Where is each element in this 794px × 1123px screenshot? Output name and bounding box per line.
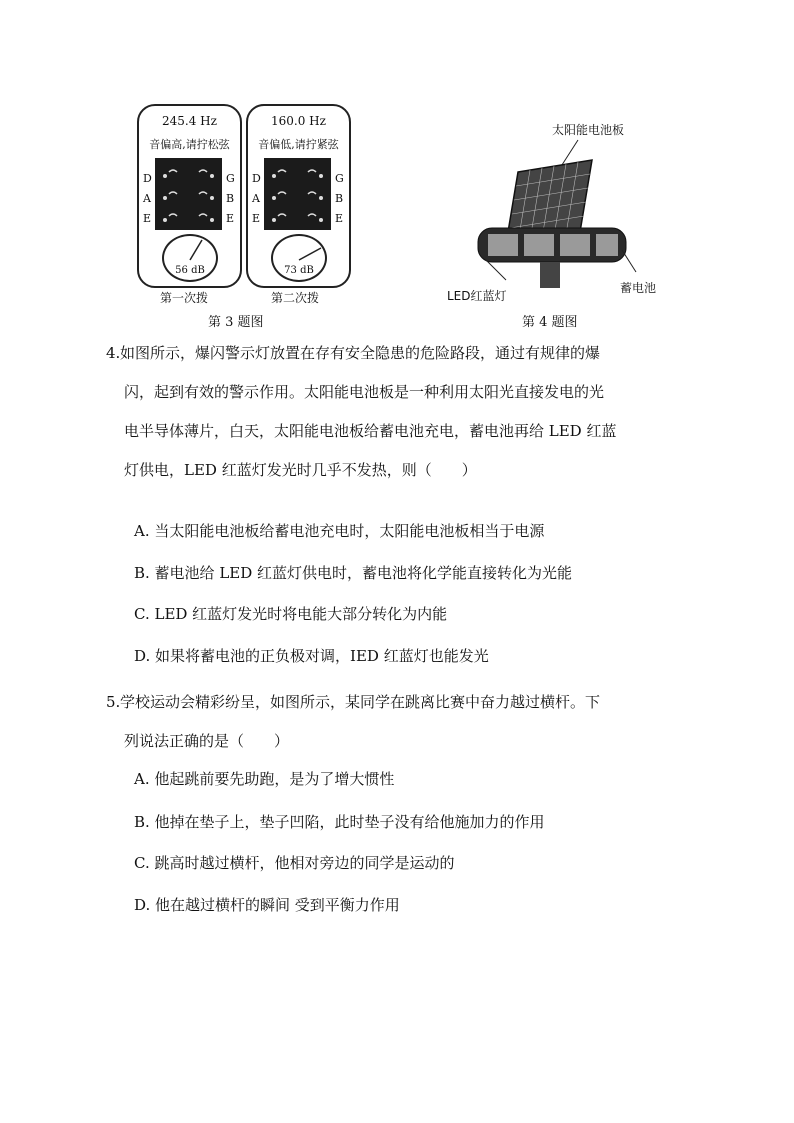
question-4 <box>106 334 680 490</box>
solar-panel-label: 太阳能电池板 <box>552 123 625 137</box>
option-b: B. 蓄电池给 LED 红蓝灯供电时，蓄电池将化学能直接转化为光能 <box>134 564 573 582</box>
question-text: 学校运动会精彩纷呈，如图所示，某同学在跳离比赛中奋力越过横杆。下 <box>120 693 601 711</box>
peg-label: E <box>143 212 152 225</box>
tuning-pegs-icon <box>264 158 331 230</box>
figure-4-caption: 第 4 题图 <box>522 315 578 330</box>
tuner-caption: 第一次拨 <box>160 291 209 305</box>
led-light-label: LED红蓝灯 <box>447 289 507 303</box>
peg-label: D <box>252 172 261 185</box>
tuner-message: 音偏高,请拧松弦 <box>149 138 230 151</box>
question-number: 5. <box>106 693 121 711</box>
decibel-reading: 56 dB <box>175 265 205 276</box>
option-d: D. 如果将蓄电池的正负极对调，IED 红蓝灯也能发光 <box>134 647 489 665</box>
question-4-line: 灯供电，LED 红蓝灯发光时几乎不发热，则（ ） <box>124 461 477 479</box>
peg-label: E <box>252 212 261 225</box>
question-text: 如图所示，爆闪警示灯放置在存有安全隐患的危险路段，通过有规律的爆 <box>120 344 601 362</box>
tuner-frequency: 160.0 Hz <box>271 114 326 128</box>
tuner-message: 音偏低,请拧紧弦 <box>258 138 339 151</box>
option-a: A. 当太阳能电池板给蓄电池充电时，太阳能电池板相当于电源 <box>134 522 545 540</box>
decibel-dial <box>162 234 218 282</box>
tuner-display-second <box>246 104 351 288</box>
peg-label: E <box>335 212 344 225</box>
option-c: C. 跳高时越过横杆，他相对旁边的同学是运动的 <box>134 854 455 872</box>
figures-area <box>0 0 794 340</box>
question-5-line: 列说法正确的是（ ） <box>124 732 290 750</box>
question-5-line <box>106 683 680 722</box>
question-5 <box>106 683 680 761</box>
tuning-pegs-image <box>264 158 331 230</box>
tuning-pegs-image <box>155 158 222 230</box>
option-d: D. 他在越过横杆的瞬间 受到平衡力作用 <box>134 896 400 914</box>
option-c: C. LED 红蓝灯发光时将电能大部分转化为内能 <box>134 605 448 623</box>
battery-label: 蓄电池 <box>620 281 657 295</box>
question-4-line: 电半导体薄片，白天，太阳能电池板给蓄电池充电，蓄电池再给 LED 红蓝 <box>124 422 617 440</box>
peg-label: E <box>226 212 235 225</box>
option-b: B. 他掉在垫子上，垫子凹陷，此时垫子没有给他施加力的作用 <box>134 813 545 831</box>
decibel-dial <box>271 234 327 282</box>
peg-label: B <box>226 192 235 205</box>
tuner-frequency: 245.4 Hz <box>162 114 217 128</box>
question-4-line: 闪，起到有效的警示作用。太阳能电池板是一种利用太阳光直接发电的光 <box>124 383 605 401</box>
peg-label: B <box>335 192 344 205</box>
peg-label: A <box>252 192 260 205</box>
peg-label: A <box>143 192 151 205</box>
tuning-pegs-icon <box>155 158 222 230</box>
option-a: A. 他起跳前要先助跑，是为了增大惯性 <box>134 770 395 788</box>
question-4-line <box>106 334 680 373</box>
question-number: 4. <box>106 344 121 362</box>
peg-label: D <box>143 172 152 185</box>
figure-3-caption: 第 3 题图 <box>208 315 264 330</box>
peg-label: G <box>335 172 344 185</box>
decibel-reading: 73 dB <box>284 265 314 276</box>
peg-label: G <box>226 172 235 185</box>
tuner-caption: 第二次拨 <box>271 291 320 305</box>
tuner-display-first <box>137 104 242 288</box>
